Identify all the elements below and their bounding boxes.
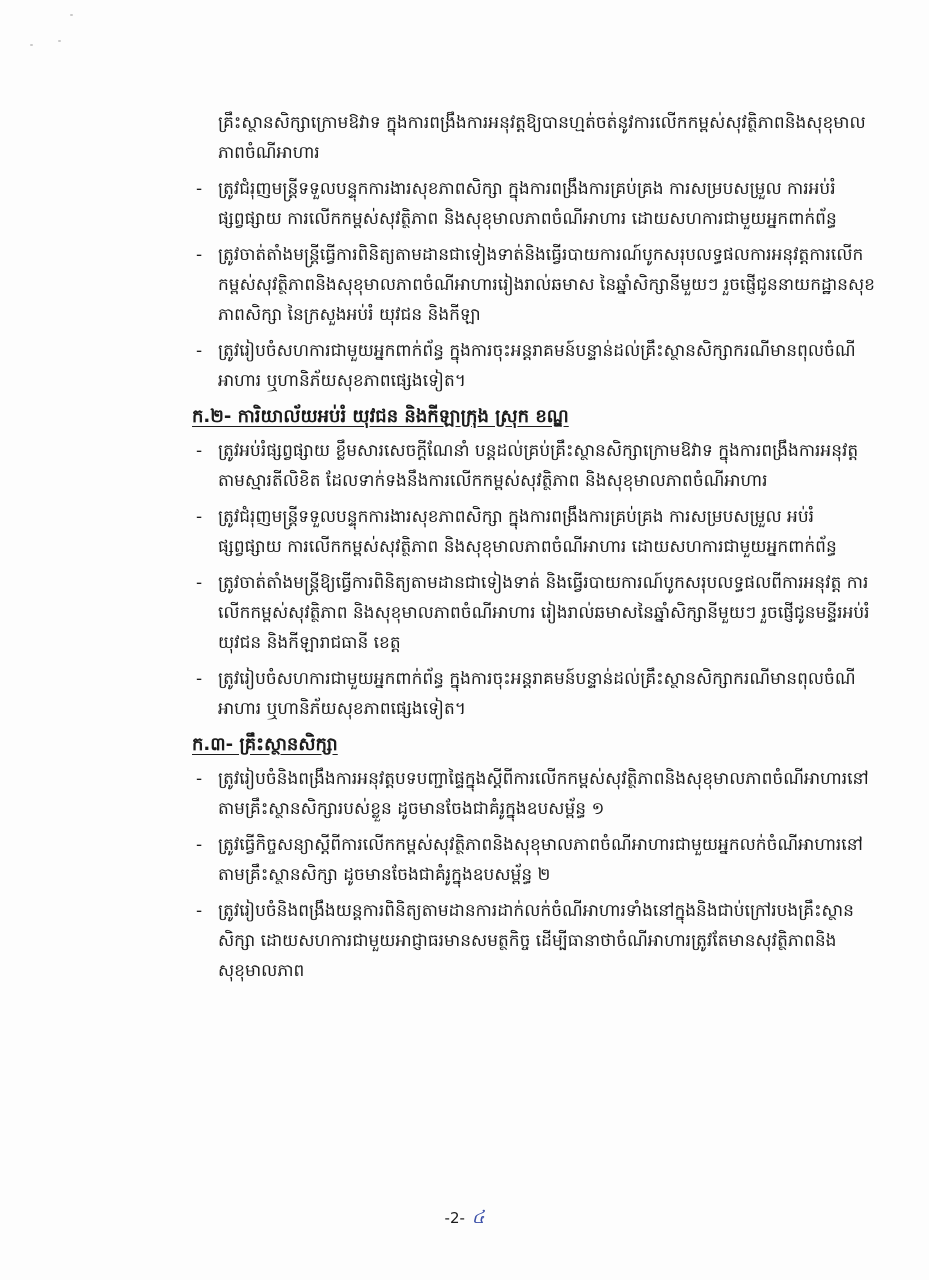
intro-continuation-paragraph: គ្រឹះស្ថានសិក្សាក្រោមឱវាទ ក្នុងការពង្រឹងការអនុវត្តឱ្យបានហ្មត់ចត់នូវការលើកកម្ពស់សុវត្ថិភាពនិងសុខុមាលភាពចំណីអាហារ: [218, 113, 866, 163]
scan-speck: [58, 40, 61, 42]
list-item: [196, 240, 876, 330]
list-item: [196, 502, 876, 562]
bullet-text: ត្រូវអប់រំផ្សព្វផ្សាយ ខ្លឹមសារសេចក្តីណែនាំ បន្តដល់គ្រប់គ្រឹះស្ថានសិក្សាក្រោមឱវាទ ក្នុងការពង្រឹងការអនុវត្តតាមស្មារតីលិខិត ដែលទាក់ទងនឹងការលើកកម្ពស់សុវត្ថិភាព និងសុខុមាលភាពចំណីអាហារ: [218, 441, 859, 491]
list-item: [196, 764, 876, 824]
document-body: [192, 108, 876, 992]
bullet-marker: -: [196, 769, 203, 789]
bullet-text: ត្រូវជំរុញមន្ត្រីទទួលបន្ទុកការងារសុខភាពសិក្សា ក្នុងការពង្រឹងការគ្រប់គ្រង ការសម្របសម្រួល អប់រំផ្សព្វផ្សាយ ការលើកកម្ពស់សុវត្ថិភាព និងសុខុមាលភាពចំណីអាហារ ដោយសហការជាមួយអ្នកពាក់ព័ន្ធ: [218, 507, 837, 557]
bullet-text: ត្រូវចាត់តាំងមន្ត្រីឱ្យធ្វើការពិនិត្យតាមដានជាទៀងទាត់ និងធ្វើរបាយការណ៍បូកសរុបលទ្ធផលពីការអនុវត្ត ការលើកកម្ពស់សុវត្ថិភាព និងសុខុមាលភាពចំណីអាហារ រៀងរាល់ឆមាសនៃឆ្នាំសិក្សានីមួយៗ រួចផ្ញើជូនមន្ទីរអប់រំ យុវជន និងកីឡារាជធានី ខេត្ត: [218, 573, 870, 653]
list-item: [196, 336, 876, 396]
bullet-marker: -: [196, 669, 203, 689]
bullet-text: ត្រូវរៀបចំសហការជាមួយអ្នកពាក់ព័ន្ធ ក្នុងការចុះអន្តរាគមន៍បន្ទាន់ដល់គ្រឹះស្ថានសិក្សាករណីមានពុលចំណីអាហារ ឬហានិភ័យសុខភាពផ្សេងទៀត។: [218, 341, 856, 391]
list-item: [196, 830, 876, 890]
list-item: [196, 896, 876, 986]
list-item: [196, 568, 876, 658]
bullet-text: ត្រូវរៀបចំនិងពង្រឹងយន្តការពិនិត្យតាមដានការដាក់លក់ចំណីអាហារទាំងនៅក្នុងនិងជាប់ក្រៅរបងគ្រឹះស្ថានសិក្សា ដោយសហការជាមួយអាជ្ញាធរមានសមត្ថកិច្ច ដើម្បីធានាថាចំណីអាហារត្រូវតែមានសុវត្ថិភាពនិងសុខុមាលភាព: [218, 901, 854, 981]
bullet-marker: -: [196, 179, 203, 199]
bullet-text: ត្រូវរៀបចំសហការជាមួយអ្នកពាក់ព័ន្ធ ក្នុងការចុះអន្តរាគមន៍បន្ទាន់ដល់គ្រឹះស្ថានសិក្សាករណីមានពុលចំណីអាហារ ឬហានិភ័យសុខភាពផ្សេងទៀត។: [218, 669, 856, 719]
bullet-text: ត្រូវធ្វើកិច្ចសន្យាស្តីពីការលើកកម្ពស់សុវត្ថិភាពនិងសុខុមាលភាពចំណីអាហារជាមួយអ្នកលក់ចំណីអាហារនៅតាមគ្រឹះស្ថានសិក្សា ដូចមានចែងជាគំរូក្នុងឧបសម្ព័ន្ធ ២: [218, 835, 863, 885]
scan-speck: [70, 14, 73, 16]
scan-speck: [30, 44, 33, 46]
list-item: [196, 174, 876, 234]
bullet-marker: -: [196, 245, 203, 265]
bullet-marker: -: [196, 835, 203, 855]
bullet-marker: -: [196, 901, 203, 921]
handwritten-page-mark: ៤: [471, 1207, 485, 1228]
bullet-text: ត្រូវជំរុញមន្ត្រីទទួលបន្ទុកការងារសុខភាពសិក្សា ក្នុងការពង្រឹងការគ្រប់គ្រង ការសម្របសម្រួល ការអប់រំផ្សព្វផ្សាយ ការលើកកម្ពស់សុវត្ថិភាព និងសុខុមាលភាពចំណីអាហារ ដោយសហការជាមួយអ្នកពាក់ព័ន្ធ: [218, 179, 837, 229]
section-heading-schools: ក.៣- គ្រឹះស្ថានសិក្សា: [192, 734, 338, 755]
bullet-marker: -: [196, 441, 203, 461]
bullet-text: ត្រូវរៀបចំនិងពង្រឹងការអនុវត្តបទបញ្ជាផ្ទៃក្នុងស្តីពីការលើកកម្ពស់សុវត្ថិភាពនិងសុខុមាលភាពចំណីអាហារនៅតាមគ្រឹះស្ថានសិក្សារបស់ខ្លួន ដូចមានចែងជាគំរូក្នុងឧបសម្ព័ន្ធ ១: [218, 769, 869, 819]
bullet-marker: -: [196, 507, 203, 527]
bullet-marker: -: [196, 573, 203, 593]
page-number: [0, 1205, 929, 1232]
list-item: [196, 664, 876, 724]
section-heading-district-office: ក.២- ការិយាល័យអប់រំ យុវជន និងកីឡាក្រុង ស្រុក ខណ្ឌ: [192, 406, 569, 427]
page-number-text: -2-: [444, 1209, 465, 1227]
bullet-marker: -: [196, 341, 203, 361]
list-item: [196, 436, 876, 496]
bullet-text: ត្រូវចាត់តាំងមន្ត្រីធ្វើការពិនិត្យតាមដានជាទៀងទាត់និងធ្វើរបាយការណ៍បូកសរុបលទ្ធផលការអនុវត្តការលើកកម្ពស់សុវត្ថិភាពនិងសុខុមាលភាពចំណីអាហាររៀងរាល់ឆមាស នៃឆ្នាំសិក្សានីមួយៗ រួចផ្ញើជូននាយកដ្ឋានសុខភាពសិក្សា នៃក្រសួងអប់រំ យុវជន និងកីឡា: [218, 245, 875, 325]
